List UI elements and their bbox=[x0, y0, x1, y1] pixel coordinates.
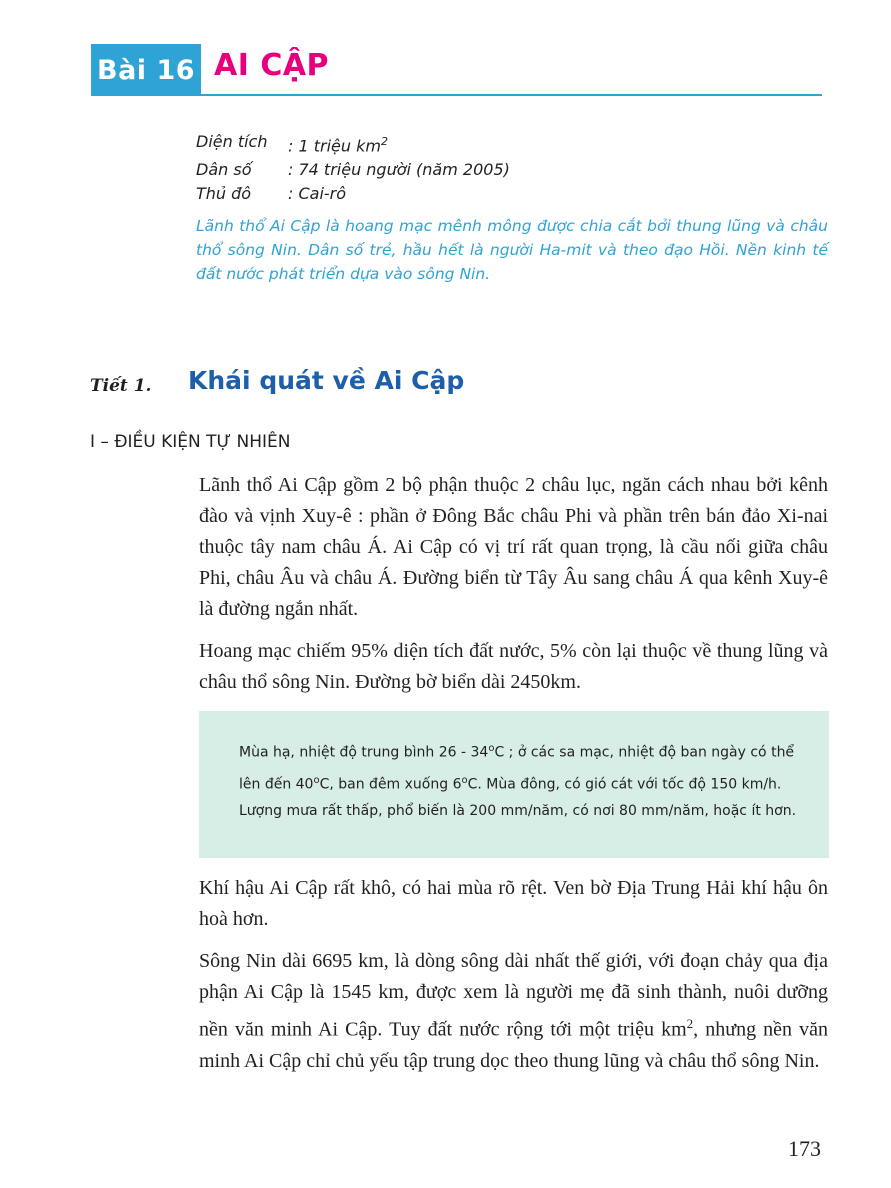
climate-text-part: C ; ở các sa mạc, nhiệt độ ban ngày có thể lên đến 40 bbox=[239, 744, 795, 793]
degree-superscript: o bbox=[461, 774, 468, 786]
page-title: AI CẬP bbox=[214, 48, 330, 83]
page-number: 173 bbox=[788, 1136, 821, 1161]
fact-superscript: 2 bbox=[380, 135, 388, 148]
fact-population bbox=[196, 158, 510, 182]
paragraph-territory: Lãnh thổ Ai Cập gồm 2 bộ phận thuộc 2 châu lục, ngăn cách nhau bởi kênh đào và vịnh Xuy-ê : phần ở Đông Bắc châu Phi và phần trên bán đảo Xi-nai thuộc tây nam châu Á. Ai Cập có vị trí rất quan trọng, là cầu nối giữa châu Phi, châu Âu và châu Á. Đường biển từ Tây Âu sang châu Á qua kênh Xuy-ê là đường ngắn nhất. bbox=[199, 474, 828, 620]
degree-superscript: o bbox=[488, 743, 495, 754]
paragraph-desert: Hoang mạc chiếm 95% diện tích đất nước, 5% còn lại thuộc về thung lũng và châu thổ sông Nin. Đường bờ biển dài 2450km. bbox=[199, 640, 828, 693]
degree-superscript: o bbox=[313, 774, 320, 786]
fact-label: Thủ đô bbox=[196, 184, 252, 204]
paragraph-climate: Khí hậu Ai Cập rất khô, có hai mùa rõ rệt. Ven bờ Địa Trung Hải khí hậu ôn hoà hơn. bbox=[199, 877, 828, 930]
lesson-title: Khái quát về Ai Cập bbox=[188, 366, 465, 395]
fact-label: Diện tích bbox=[196, 132, 268, 151]
climate-info-box bbox=[199, 711, 829, 858]
paragraph-nile bbox=[199, 946, 828, 1077]
header-divider bbox=[201, 94, 822, 96]
section-heading: I – ĐIỀU KIỆN TỰ NHIÊN bbox=[90, 432, 291, 452]
country-facts bbox=[196, 130, 510, 206]
fact-value: : Cai-rô bbox=[288, 184, 347, 204]
nile-text-part: Sông Nin dài 6695 km, là dòng sông dài nhất thế giới, với đoạn chảy qua địa phận Ai Cập là 1545 km, được xem là người mẹ đã sinh thành, nuôi dưỡng nền văn minh Ai Cập. Tuy đất nước rộng tới một triệu km bbox=[199, 950, 828, 1041]
lesson-badge: Bài 16 bbox=[91, 44, 201, 96]
fact-value-text: : 1 triệu km bbox=[288, 136, 381, 156]
area-superscript: 2 bbox=[686, 1016, 694, 1031]
intro-summary: Lãnh thổ Ai Cập là hoang mạc mênh mông được chia cắt bởi thung lũng và châu thổ sông Nin. Dân số trẻ, hầu hết là người Ha-mit và theo đạo Hồi. Nền kinh tế đất nước phát triển dựa vào sông Nin. bbox=[196, 217, 828, 283]
fact-label: Dân số bbox=[196, 160, 252, 180]
nile-text-part: , nhưng nền văn minh Ai Cập chỉ chủ yếu tập trung dọc theo thung lũng và châu thổ sông Nin. bbox=[199, 1018, 829, 1072]
climate-text-part: C. Mùa đông, có gió cát với tốc độ 150 km/h. Lượng mưa rất thấp, phổ biến là 200 mm/năm, có nơi 80 mm/năm, hoặc ít hơn. bbox=[239, 776, 797, 820]
climate-text-part: Mùa hạ, nhiệt độ trung bình 26 - 34 bbox=[239, 744, 489, 761]
climate-text-part: C, ban đêm xuống 6 bbox=[319, 776, 462, 793]
fact-value: : 74 triệu người (năm 2005) bbox=[288, 160, 510, 180]
fact-area bbox=[196, 130, 510, 158]
lesson-label: Tiết 1. bbox=[90, 376, 152, 396]
fact-value bbox=[288, 130, 388, 158]
climate-info-text bbox=[239, 735, 799, 825]
fact-capital bbox=[196, 182, 510, 206]
